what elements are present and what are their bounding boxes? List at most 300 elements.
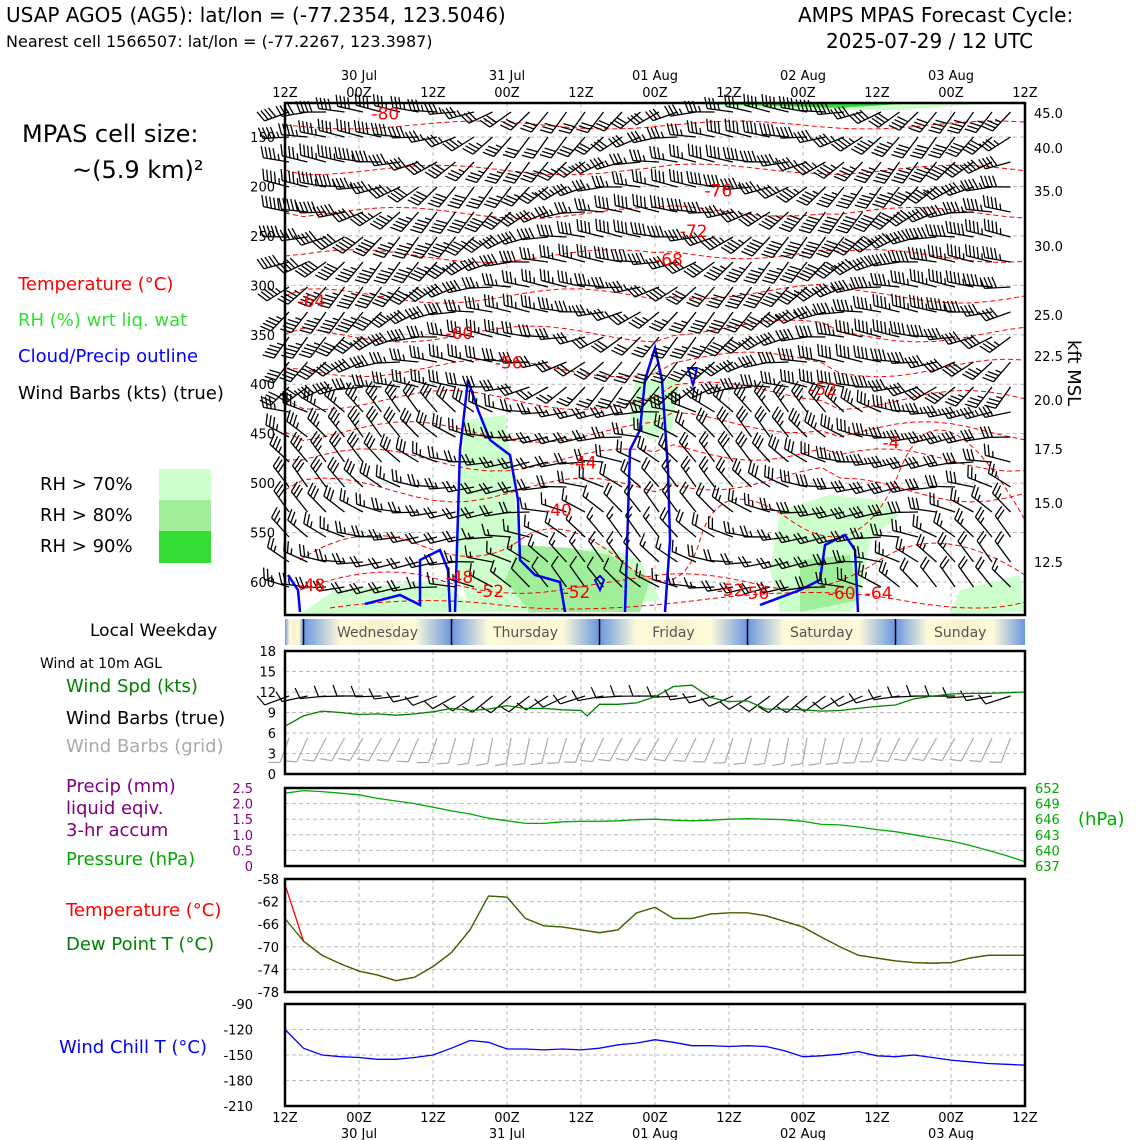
wind-barb xyxy=(963,219,995,237)
wind-barb xyxy=(907,269,939,287)
wind-barb xyxy=(714,407,741,437)
barb-half-feather xyxy=(384,378,387,384)
barb-feather xyxy=(767,372,773,384)
barb-feather xyxy=(993,248,999,260)
barb-half-feather xyxy=(679,108,682,114)
barb-feather xyxy=(852,345,858,357)
wind-barb xyxy=(926,269,958,287)
barb-feather xyxy=(744,374,749,385)
barb-feather xyxy=(704,145,710,157)
barb-feather xyxy=(574,198,579,209)
grid-wind-barb xyxy=(989,734,1010,766)
barb-feather xyxy=(968,467,976,479)
wind-barb xyxy=(622,482,649,512)
wind-barb xyxy=(572,152,604,175)
barb-feather xyxy=(962,449,967,460)
barb-feather xyxy=(389,469,396,481)
barb-staff xyxy=(820,738,825,763)
barb-feather xyxy=(855,376,859,387)
barb-half-feather xyxy=(685,467,691,472)
barb-feather xyxy=(519,269,526,281)
barb-feather xyxy=(988,426,992,437)
barb-feather xyxy=(513,761,525,767)
precip-tick: 2.0 xyxy=(232,797,253,813)
rh-shading xyxy=(630,380,680,440)
barb-half-feather xyxy=(550,209,553,215)
barb-feather xyxy=(859,347,865,359)
barb-half-feather xyxy=(975,410,978,416)
surface-wind-barb xyxy=(499,687,529,714)
wind-barb xyxy=(762,256,788,287)
barb-feather xyxy=(896,272,902,284)
barb-feather xyxy=(933,475,937,486)
barb-feather xyxy=(856,346,862,358)
barb-feather xyxy=(704,119,711,131)
temperature-tick: -66 xyxy=(257,918,279,934)
wind-barb xyxy=(982,219,1014,237)
barb-feather xyxy=(938,272,945,284)
barb-feather xyxy=(537,224,542,235)
barb-feather xyxy=(966,198,971,209)
barb-feather xyxy=(993,222,1000,234)
grid-wind-barb xyxy=(581,733,604,765)
wind-barb xyxy=(630,194,662,212)
pressure-level-tick: 400 xyxy=(250,378,275,394)
surface-wind-barb xyxy=(351,685,381,697)
wind-barb xyxy=(981,246,1012,262)
barb-feather xyxy=(826,324,832,335)
wind-barb xyxy=(479,227,511,250)
wind-speed-tick: 0 xyxy=(267,768,276,783)
barb-feather xyxy=(722,147,727,158)
barb-feather xyxy=(295,688,300,699)
weekday-label: Friday xyxy=(652,625,695,641)
barb-half-feather xyxy=(883,459,886,465)
barb-feather xyxy=(952,272,958,284)
barb-half-feather xyxy=(343,557,345,563)
barb-feather xyxy=(601,221,608,233)
barb-feather xyxy=(574,273,579,284)
barb-feather xyxy=(300,172,306,184)
top-date-tick: 02 Aug xyxy=(779,69,827,84)
kft-axis-label: kft MSL xyxy=(1063,340,1084,407)
barb-feather xyxy=(278,572,283,583)
barb-feather xyxy=(629,685,633,696)
barb-feather xyxy=(730,121,737,133)
top-date-tick: 01 Aug xyxy=(631,69,679,84)
barb-half-feather xyxy=(625,179,628,185)
grid-wind-barb xyxy=(377,733,400,765)
barb-half-feather xyxy=(605,311,609,317)
wind-barb xyxy=(925,379,955,407)
barb-feather xyxy=(697,173,703,185)
wind-barb xyxy=(519,269,551,287)
barb-feather xyxy=(892,322,898,334)
barb-half-feather xyxy=(794,160,798,166)
barb-feather xyxy=(863,298,869,310)
barb-staff xyxy=(705,738,715,762)
barb-feather xyxy=(327,99,332,110)
barb-staff xyxy=(433,696,456,709)
barb-half-feather xyxy=(849,137,854,143)
barb-feather xyxy=(683,388,691,400)
barb-feather xyxy=(693,172,699,184)
barb-feather xyxy=(629,149,634,160)
barb-feather xyxy=(989,221,996,233)
barb-staff xyxy=(559,738,567,763)
barb-feather xyxy=(992,277,997,288)
weekday-band-segment xyxy=(285,619,304,645)
barb-staff xyxy=(350,738,363,761)
barb-half-feather xyxy=(439,107,442,113)
barb-half-feather xyxy=(869,281,871,287)
barb-feather xyxy=(900,251,904,262)
barb-feather xyxy=(937,247,943,259)
barb-feather xyxy=(919,297,925,309)
wind-barb xyxy=(305,408,334,437)
barb-feather xyxy=(786,471,792,483)
barb-feather xyxy=(841,321,847,333)
wind-barb xyxy=(975,531,1001,562)
barb-feather xyxy=(370,371,376,383)
barb-feather xyxy=(313,240,322,252)
barb-staff xyxy=(745,738,752,763)
wind-barb xyxy=(945,244,977,262)
wind-barb xyxy=(979,128,1010,153)
barb-half-feather xyxy=(564,435,567,441)
top-time-tick: 00Z xyxy=(790,86,816,101)
barb-feather xyxy=(545,271,552,283)
barb-feather xyxy=(445,418,452,430)
wind-barb xyxy=(666,198,697,212)
wind-barb xyxy=(870,204,900,232)
wind-barb xyxy=(659,456,686,487)
wind-barb xyxy=(321,485,351,512)
wind-barb xyxy=(714,457,742,487)
barb-feather xyxy=(837,345,844,357)
temperature-label: -44 xyxy=(568,453,597,474)
barb-feather xyxy=(878,296,885,308)
top-time-tick: 12Z xyxy=(568,86,594,101)
wind-barb xyxy=(923,177,955,201)
barb-feather xyxy=(841,300,846,311)
barb-feather xyxy=(426,322,431,333)
barb-half-feather xyxy=(828,453,831,459)
wind-barb xyxy=(814,153,844,180)
wind-barb xyxy=(522,131,548,162)
wind-barb xyxy=(592,246,623,262)
barb-feather xyxy=(919,325,924,336)
barb-feather xyxy=(896,251,900,262)
barb-feather xyxy=(303,756,315,765)
barb-feather xyxy=(666,198,671,209)
precip-tick: 1.0 xyxy=(232,828,253,844)
legend-barbs-true: Wind Barbs (true) xyxy=(66,708,226,729)
grid-wind-barb xyxy=(457,736,474,768)
barb-feather xyxy=(408,345,414,357)
barb-feather xyxy=(985,176,989,187)
barb-feather xyxy=(693,122,699,134)
barb-half-feather xyxy=(812,162,817,168)
barb-feather xyxy=(541,225,546,236)
barb-feather xyxy=(257,111,265,123)
barb-half-feather xyxy=(605,160,609,166)
barb-half-feather xyxy=(435,482,437,488)
barb-half-feather xyxy=(750,531,752,537)
wind-speed-tick: 6 xyxy=(267,727,276,742)
barb-half-feather xyxy=(350,210,354,216)
barb-feather xyxy=(360,122,366,134)
barb-feather xyxy=(843,759,855,766)
barb-feather xyxy=(930,493,937,505)
barb-half-feather xyxy=(457,139,462,145)
barb-half-feather xyxy=(757,184,761,190)
barb-feather xyxy=(689,172,695,184)
wind-barb xyxy=(914,534,944,562)
barb-feather xyxy=(937,299,942,310)
weekday-label: Sunday xyxy=(934,625,987,641)
surface-wind-barb xyxy=(333,685,363,696)
barb-feather xyxy=(319,174,324,185)
barb-half-feather xyxy=(938,435,941,441)
legend-dewpoint: Dew Point T (°C) xyxy=(66,934,215,955)
barb-feather xyxy=(260,195,266,207)
barb-feather xyxy=(471,347,477,359)
wind-barb xyxy=(905,426,937,444)
barb-feather xyxy=(486,295,493,307)
pressure-level-tick: 250 xyxy=(250,229,275,245)
barb-feather xyxy=(563,222,569,234)
barb-feather xyxy=(486,395,493,407)
barb-feather xyxy=(592,427,596,438)
barb-feather xyxy=(837,299,842,310)
wind-barb xyxy=(591,128,622,154)
barb-feather xyxy=(794,165,803,177)
barb-feather xyxy=(673,757,685,765)
wind-barb xyxy=(935,532,963,562)
barb-feather xyxy=(357,494,364,506)
surface-wind-barb xyxy=(831,686,863,708)
barb-feather xyxy=(378,124,383,135)
barb-feather xyxy=(859,376,863,387)
barb-feather xyxy=(731,207,739,219)
barb-feather xyxy=(981,176,985,187)
wind-barb xyxy=(498,203,529,229)
barb-half-feather xyxy=(680,129,683,135)
barb-feather xyxy=(308,201,312,212)
barb-feather xyxy=(346,122,353,134)
barb-feather xyxy=(611,194,618,206)
barb-half-feather xyxy=(734,362,738,368)
barb-feather xyxy=(500,321,506,333)
wind-barb xyxy=(639,457,667,487)
barb-feather xyxy=(374,123,379,134)
top-time-tick: 12Z xyxy=(1012,86,1038,101)
barb-feather xyxy=(338,96,344,108)
barb-feather xyxy=(500,270,506,282)
barb-feather xyxy=(345,149,351,160)
wind-barb xyxy=(679,456,705,487)
barb-feather xyxy=(341,148,347,159)
barb-feather xyxy=(261,109,269,121)
wind-barb xyxy=(369,151,400,166)
barb-feather xyxy=(753,761,765,767)
barb-half-feather xyxy=(384,357,386,363)
barb-staff xyxy=(332,738,345,761)
barb-half-feather xyxy=(979,183,982,189)
barb-feather xyxy=(393,370,400,382)
barb-feather xyxy=(518,247,523,258)
barb-feather xyxy=(874,320,881,332)
barb-feather xyxy=(814,322,820,333)
wind-barb xyxy=(327,431,353,462)
barb-feather xyxy=(370,497,375,508)
wind-barb xyxy=(990,483,1019,512)
top-time-tick: 12Z xyxy=(272,86,298,101)
barb-feather xyxy=(925,224,930,235)
temperature-label: -48 xyxy=(445,568,474,589)
barb-feather xyxy=(397,349,402,360)
barb-feather xyxy=(597,220,604,232)
barb-feather xyxy=(845,300,850,311)
barb-feather xyxy=(900,323,906,335)
barb-feather xyxy=(722,521,728,533)
barb-feather xyxy=(763,372,769,384)
barb-feather xyxy=(498,385,505,397)
barb-feather xyxy=(424,287,432,299)
barb-feather xyxy=(327,122,334,134)
legend-wind: Wind Barbs (kts) (true) xyxy=(18,383,224,404)
wind-barb xyxy=(910,131,936,162)
wind-barb xyxy=(405,526,437,544)
barb-feather xyxy=(463,345,469,357)
temperature-tick: -78 xyxy=(257,986,279,1001)
grid-wind-barb xyxy=(733,735,751,767)
forecast-title: AMPS MPAS Forecast Cycle: xyxy=(798,3,1074,27)
barb-feather xyxy=(619,196,626,208)
barb-feather xyxy=(905,212,913,224)
barb-feather xyxy=(656,147,662,159)
barb-feather xyxy=(485,274,490,285)
barb-half-feather xyxy=(569,207,571,213)
barb-feather xyxy=(778,369,785,381)
barb-feather xyxy=(377,756,389,765)
barb-feather xyxy=(545,225,550,236)
barb-feather xyxy=(470,277,475,288)
temperature-label: -4 xyxy=(882,433,900,454)
barb-staff xyxy=(729,696,751,709)
barb-half-feather xyxy=(942,208,945,214)
barb-feather xyxy=(971,246,978,258)
legend-precip3: 3-hr accum xyxy=(66,820,169,841)
barb-feather xyxy=(870,294,877,306)
barb-half-feather xyxy=(831,307,834,313)
barb-feather xyxy=(685,171,691,183)
wind-barb xyxy=(364,406,390,437)
barb-feather xyxy=(285,757,297,765)
wind-barb xyxy=(537,297,568,312)
barb-feather xyxy=(778,469,784,481)
barb-feather xyxy=(582,221,589,233)
barb-feather xyxy=(387,160,394,172)
barb-feather xyxy=(971,221,978,233)
barb-feather xyxy=(926,245,932,257)
wind-barb xyxy=(677,482,704,512)
wind-barb xyxy=(574,129,604,157)
barb-half-feather xyxy=(642,287,646,293)
barb-feather xyxy=(925,685,929,696)
barb-feather xyxy=(561,183,568,195)
local-weekday-label: Local Weekday xyxy=(90,621,218,641)
wind-barb xyxy=(794,278,825,303)
barb-feather xyxy=(582,246,589,258)
barb-feather xyxy=(859,758,871,766)
barb-feather xyxy=(882,297,889,309)
barb-feather xyxy=(462,277,467,288)
barb-feather xyxy=(430,323,435,334)
barb-feather xyxy=(670,198,675,209)
wind-barb xyxy=(609,276,641,293)
barb-feather xyxy=(723,360,731,372)
wind-barb xyxy=(956,531,983,562)
wind-barb xyxy=(442,252,474,276)
wind-barb xyxy=(535,177,567,201)
barb-feather xyxy=(360,151,364,162)
barb-feather xyxy=(675,171,682,183)
barb-feather xyxy=(911,296,917,308)
barb-feather xyxy=(397,758,409,766)
wind-barb xyxy=(927,492,959,512)
barb-feather xyxy=(619,173,624,184)
barb-feather xyxy=(615,220,621,232)
wind-barb xyxy=(629,222,660,237)
barb-feather xyxy=(685,120,691,132)
barb-feather xyxy=(855,297,861,309)
barb-feather xyxy=(593,195,599,207)
barb-feather xyxy=(642,197,649,209)
barb-feather xyxy=(320,517,328,529)
barb-staff xyxy=(871,738,881,762)
barb-feather xyxy=(734,122,741,134)
barb-feather xyxy=(541,475,545,486)
barb-feather xyxy=(364,151,368,162)
wind-barb xyxy=(334,119,366,137)
barb-feather xyxy=(925,475,929,486)
wind-barb xyxy=(892,156,918,187)
barb-feather xyxy=(594,309,601,321)
barb-feather xyxy=(814,446,820,458)
height-tick: 15.0 xyxy=(1034,497,1063,512)
barb-feather xyxy=(331,362,339,374)
barb-feather xyxy=(633,223,638,234)
barb-feather xyxy=(449,345,456,357)
wind-barb xyxy=(721,228,751,255)
weekday-label: Saturday xyxy=(789,625,854,641)
barb-feather xyxy=(874,295,881,307)
barb-half-feather xyxy=(994,139,999,145)
wind-barb xyxy=(926,245,958,262)
wind-barb xyxy=(637,534,666,562)
barb-half-feather xyxy=(769,504,772,510)
barb-feather xyxy=(315,549,320,560)
wind-barb xyxy=(276,226,307,241)
wind-barb xyxy=(741,229,770,258)
barb-feather xyxy=(876,757,888,765)
barb-feather xyxy=(508,251,512,262)
top-date-tick: 03 Aug xyxy=(927,69,975,84)
barb-feather xyxy=(481,348,486,359)
barb-half-feather xyxy=(276,287,281,293)
